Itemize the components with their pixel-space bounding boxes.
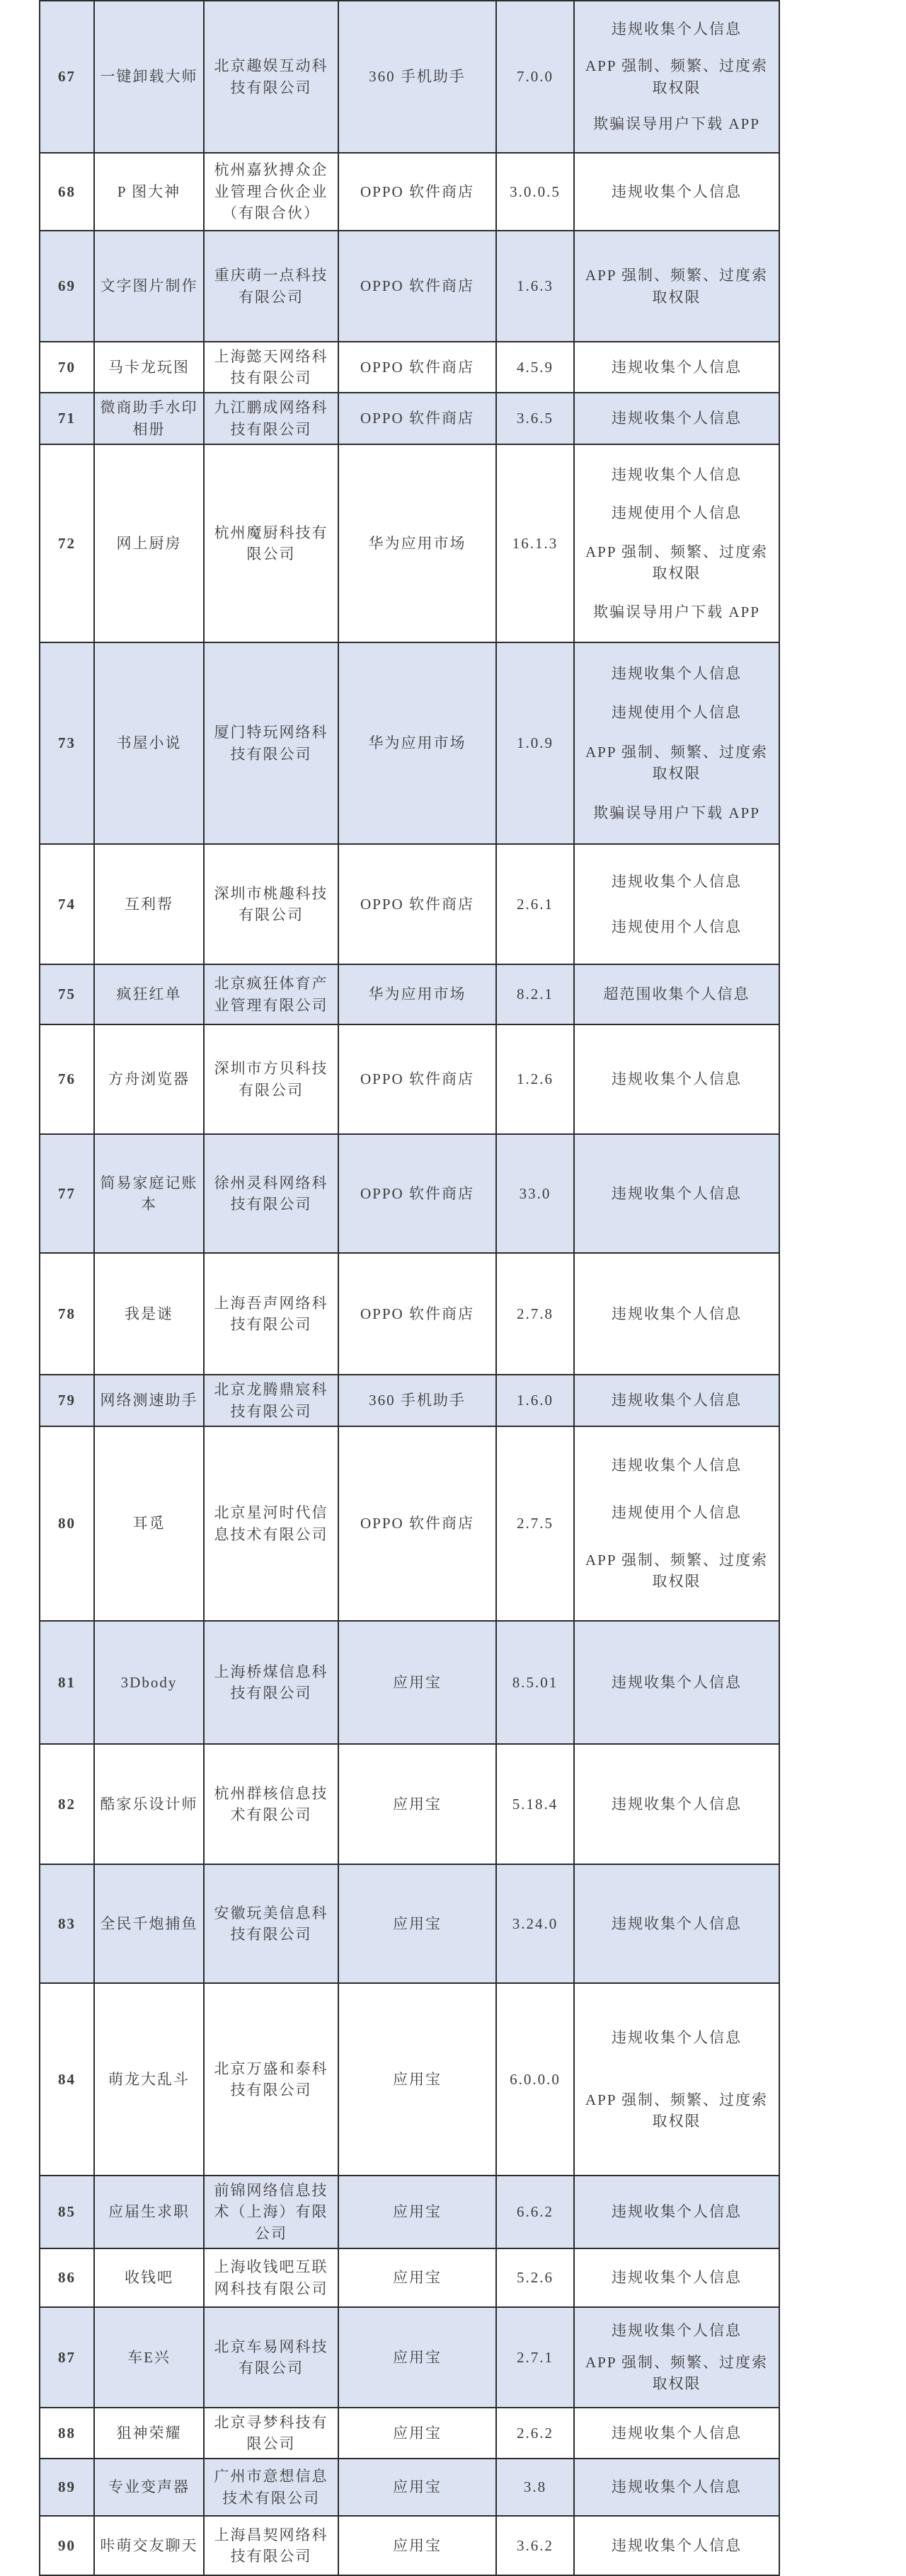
- table-row: [40, 1426, 779, 1621]
- issues-cell: [574, 1375, 779, 1426]
- store-cell: 360 手机助手: [338, 1375, 496, 1426]
- issues-cell: [574, 642, 779, 844]
- issues-list: [578, 2310, 776, 2405]
- company-cell: 北京龙腾鼎宸科技有限公司: [204, 1375, 338, 1426]
- company-cell: 北京趣娱互动科技有限公司: [204, 1, 338, 153]
- company-cell: 徐州灵科网络科技有限公司: [204, 1134, 338, 1253]
- issue-item: 违规收集个人信息: [612, 1305, 742, 1322]
- seq-cell: 73: [40, 642, 94, 844]
- version-cell: 33.0: [496, 1134, 574, 1253]
- version-cell: 2.7.8: [496, 1253, 574, 1375]
- issue-item: 违规收集个人信息: [612, 1457, 742, 1474]
- store-cell: 华为应用市场: [338, 642, 496, 844]
- app-name-cell: 3Dbody: [94, 1621, 204, 1744]
- company-cell: 北京星河时代信息技术有限公司: [204, 1426, 338, 1621]
- version-cell: 8.2.1: [496, 964, 574, 1024]
- issues-cell: [574, 153, 779, 231]
- seq-cell: 84: [40, 1983, 94, 2176]
- table-row: [40, 1134, 779, 1253]
- company-cell: 杭州群核信息技术有限公司: [204, 1744, 338, 1864]
- seq-cell: 90: [40, 2516, 94, 2575]
- violation-table-body: [40, 1, 779, 2575]
- company-cell: 深圳市方贝科技有限公司: [204, 1024, 338, 1134]
- issue-item: 违规收集个人信息: [612, 1673, 742, 1691]
- version-cell: 5.18.4: [496, 1744, 574, 1864]
- issue-item: 违规收集个人信息: [612, 1914, 742, 1932]
- issues-cell: [574, 231, 779, 342]
- seq-cell: 69: [40, 231, 94, 342]
- issues-list: [578, 1624, 776, 1741]
- app-name-cell: 狙神荣耀: [94, 2408, 204, 2459]
- table-row: [40, 1024, 779, 1134]
- issues-cell: [574, 2307, 779, 2408]
- version-cell: 1.2.6: [496, 1024, 574, 1134]
- table-row: [40, 1375, 779, 1426]
- version-cell: 3.8: [496, 2459, 574, 2516]
- table-row: [40, 1983, 779, 2176]
- issues-cell: [574, 1134, 779, 1253]
- seq-cell: 71: [40, 393, 94, 444]
- table-row: [40, 342, 779, 393]
- version-cell: 7.0.0: [496, 1, 574, 153]
- issues-list: [578, 2410, 776, 2456]
- version-cell: 2.6.2: [496, 2408, 574, 2459]
- table-row: [40, 1864, 779, 1983]
- app-name-cell: 马卡龙玩图: [94, 342, 204, 393]
- company-cell: 杭州嘉狄搏众企业管理合伙企业（有限合伙）: [204, 153, 338, 231]
- seq-cell: 87: [40, 2307, 94, 2408]
- issue-item: 违规收集个人信息: [612, 183, 742, 200]
- app-name-cell: 文字图片制作: [94, 231, 204, 342]
- company-cell: 上海昌契网络科技有限公司: [204, 2516, 338, 2575]
- issues-list: [578, 2461, 776, 2513]
- issue-item: 违规使用个人信息: [612, 1504, 742, 1522]
- issue-item: APP 强制、频繁、过度索取权限: [585, 1551, 768, 1590]
- seq-cell: 85: [40, 2176, 94, 2248]
- issue-item: APP 强制、频繁、过度索取权限: [585, 57, 768, 96]
- issues-cell: [574, 1253, 779, 1375]
- version-cell: 1.6.0: [496, 1375, 574, 1426]
- seq-cell: 88: [40, 2408, 94, 2459]
- issues-list: [578, 2178, 776, 2246]
- issue-item: 欺骗误导用户下载 APP: [593, 804, 760, 821]
- version-cell: 3.6.5: [496, 393, 574, 444]
- issues-list: [578, 1256, 776, 1372]
- store-cell: 应用宝: [338, 2176, 496, 2248]
- table-row: [40, 1, 779, 153]
- issue-item: 违规收集个人信息: [612, 2478, 742, 2496]
- issues-cell: [574, 2459, 779, 2516]
- issue-item: 违规收集个人信息: [612, 2028, 742, 2046]
- seq-cell: 77: [40, 1134, 94, 1253]
- issue-item: 违规收集个人信息: [612, 664, 742, 682]
- app-name-cell: 耳觅: [94, 1426, 204, 1621]
- app-name-cell: 专业变声器: [94, 2459, 204, 2516]
- seq-cell: 75: [40, 964, 94, 1024]
- issues-list: [578, 447, 776, 640]
- app-name-cell: 应届生求职: [94, 2176, 204, 2248]
- app-name-cell: 全民千炮捕鱼: [94, 1864, 204, 1983]
- store-cell: OPPO 软件商店: [338, 231, 496, 342]
- issues-list: [578, 1986, 776, 2173]
- issues-list: [578, 345, 776, 390]
- seq-cell: 80: [40, 1426, 94, 1621]
- seq-cell: 70: [40, 342, 94, 393]
- version-cell: 8.5.01: [496, 1621, 574, 1744]
- table-row: [40, 153, 779, 231]
- issue-item: 违规收集个人信息: [612, 466, 742, 483]
- company-cell: 厦门特玩网络科技有限公司: [204, 642, 338, 844]
- issue-item: 违规收集个人信息: [612, 358, 742, 376]
- issues-list: [578, 645, 776, 841]
- app-name-cell: 咔萌交友聊天: [94, 2516, 204, 2575]
- issue-item: 违规收集个人信息: [612, 410, 742, 427]
- store-cell: 华为应用市场: [338, 964, 496, 1024]
- table-row: [40, 642, 779, 844]
- app-name-cell: P 图大神: [94, 153, 204, 231]
- issues-list: [578, 2251, 776, 2304]
- issues-list: [578, 395, 776, 441]
- company-cell: 上海收钱吧互联网科技有限公司: [204, 2248, 338, 2307]
- store-cell: 应用宝: [338, 2307, 496, 2408]
- issues-cell: [574, 1621, 779, 1744]
- issue-item: 违规收集个人信息: [612, 2536, 742, 2554]
- version-cell: 2.7.5: [496, 1426, 574, 1621]
- version-cell: 1.6.3: [496, 231, 574, 342]
- seq-cell: 81: [40, 1621, 94, 1744]
- company-cell: 杭州魔厨科技有限公司: [204, 444, 338, 642]
- table-row: [40, 2408, 779, 2459]
- issues-list: [578, 847, 776, 961]
- issues-list: [578, 1747, 776, 1861]
- seq-cell: 76: [40, 1024, 94, 1134]
- issue-item: 违规使用个人信息: [612, 704, 742, 722]
- seq-cell: 79: [40, 1375, 94, 1426]
- issues-list: [578, 1027, 776, 1131]
- store-cell: OPPO 软件商店: [338, 844, 496, 964]
- issue-item: 违规使用个人信息: [612, 918, 742, 935]
- issue-item: APP 强制、频繁、过度索取权限: [585, 267, 768, 306]
- issue-item: APP 强制、频繁、过度索取权限: [585, 743, 768, 782]
- issue-item: APP 强制、频繁、过度索取权限: [585, 2091, 768, 2130]
- store-cell: 应用宝: [338, 1983, 496, 2176]
- company-cell: 北京万盛和泰科技有限公司: [204, 1983, 338, 2176]
- table-row: [40, 231, 779, 342]
- issues-list: [578, 1137, 776, 1250]
- table-row: [40, 844, 779, 964]
- store-cell: OPPO 软件商店: [338, 1024, 496, 1134]
- issue-item: 违规收集个人信息: [612, 1070, 742, 1088]
- version-cell: 1.0.9: [496, 642, 574, 844]
- company-cell: 深圳市桃趣科技有限公司: [204, 844, 338, 964]
- issues-cell: [574, 1744, 779, 1864]
- issues-list: [578, 1429, 776, 1618]
- seq-cell: 89: [40, 2459, 94, 2516]
- store-cell: 应用宝: [338, 2516, 496, 2575]
- issues-list: [578, 1377, 776, 1423]
- store-cell: 应用宝: [338, 1744, 496, 1864]
- version-cell: 3.24.0: [496, 1864, 574, 1983]
- store-cell: 应用宝: [338, 2459, 496, 2516]
- issue-item: 违规收集个人信息: [612, 872, 742, 890]
- app-name-cell: 萌龙大乱斗: [94, 1983, 204, 2176]
- store-cell: 360 手机助手: [338, 1, 496, 153]
- store-cell: 应用宝: [338, 1864, 496, 1983]
- issues-list: [578, 233, 776, 339]
- company-cell: 北京寻梦科技有限公司: [204, 2408, 338, 2459]
- issue-item: 欺骗误导用户下载 APP: [593, 115, 760, 133]
- company-cell: 安徽玩美信息科技有限公司: [204, 1864, 338, 1983]
- store-cell: 应用宝: [338, 1621, 496, 1744]
- table-row: [40, 1253, 779, 1375]
- version-cell: 16.1.3: [496, 444, 574, 642]
- issue-item: 违规收集个人信息: [612, 2424, 742, 2442]
- app-name-cell: 酷家乐设计师: [94, 1744, 204, 1864]
- issues-cell: [574, 1426, 779, 1621]
- store-cell: 应用宝: [338, 2248, 496, 2307]
- store-cell: OPPO 软件商店: [338, 1426, 496, 1621]
- issue-item: 违规使用个人信息: [612, 504, 742, 522]
- issues-cell: [574, 2248, 779, 2307]
- issue-item: 欺骗误导用户下载 APP: [593, 603, 760, 620]
- seq-cell: 74: [40, 844, 94, 964]
- app-name-cell: 车E兴: [94, 2307, 204, 2408]
- issue-item: 违规收集个人信息: [612, 2322, 742, 2340]
- company-cell: 重庆萌一点科技有限公司: [204, 231, 338, 342]
- issues-cell: [574, 1864, 779, 1983]
- issue-item: 违规收集个人信息: [612, 1184, 742, 1202]
- seq-cell: 86: [40, 2248, 94, 2307]
- company-cell: 北京疯狂体育产业管理有限公司: [204, 964, 338, 1024]
- seq-cell: 82: [40, 1744, 94, 1864]
- issues-cell: [574, 2176, 779, 2248]
- store-cell: OPPO 软件商店: [338, 342, 496, 393]
- company-cell: 上海桥煤信息科技有限公司: [204, 1621, 338, 1744]
- table-row: [40, 2176, 779, 2248]
- issues-cell: [574, 964, 779, 1024]
- app-name-cell: 疯狂红单: [94, 964, 204, 1024]
- issues-list: [578, 1867, 776, 1980]
- app-name-cell: 网上厨房: [94, 444, 204, 642]
- store-cell: 应用宝: [338, 2408, 496, 2459]
- company-cell: 上海懿天网络科技有限公司: [204, 342, 338, 393]
- issues-list: [578, 4, 776, 150]
- table-row: [40, 1744, 779, 1864]
- table-row: [40, 2459, 779, 2516]
- app-name-cell: 微商助手水印相册: [94, 393, 204, 444]
- issues-cell: [574, 1983, 779, 2176]
- seq-cell: 78: [40, 1253, 94, 1375]
- app-name-cell: 一键卸载大师: [94, 1, 204, 153]
- company-cell: 前锦网络信息技术（上海）有限公司: [204, 2176, 338, 2248]
- issues-cell: [574, 444, 779, 642]
- store-cell: OPPO 软件商店: [338, 153, 496, 231]
- issue-item: 超范围收集个人信息: [603, 986, 750, 1003]
- version-cell: 2.7.1: [496, 2307, 574, 2408]
- issue-item: 违规收集个人信息: [612, 1795, 742, 1813]
- issue-item: 违规收集个人信息: [612, 1392, 742, 1409]
- seq-cell: 67: [40, 1, 94, 153]
- table-row: [40, 2516, 779, 2575]
- issue-item: APP 强制、频繁、过度索取权限: [585, 2353, 768, 2393]
- table-row: [40, 393, 779, 444]
- version-cell: 2.6.1: [496, 844, 574, 964]
- version-cell: 3.6.2: [496, 2516, 574, 2575]
- app-name-cell: 方舟浏览器: [94, 1024, 204, 1134]
- issues-cell: [574, 393, 779, 444]
- issue-item: APP 强制、频繁、过度索取权限: [585, 543, 768, 582]
- issue-item: 违规收集个人信息: [612, 2269, 742, 2287]
- store-cell: OPPO 软件商店: [338, 1253, 496, 1375]
- company-cell: 广州市意想信息技术有限公司: [204, 2459, 338, 2516]
- table-row: [40, 2307, 779, 2408]
- version-cell: 6.6.2: [496, 2176, 574, 2248]
- app-name-cell: 互利帮: [94, 844, 204, 964]
- seq-cell: 68: [40, 153, 94, 231]
- issues-cell: [574, 342, 779, 393]
- company-cell: 北京车易网科技有限公司: [204, 2307, 338, 2408]
- table-row: [40, 1621, 779, 1744]
- version-cell: 4.5.9: [496, 342, 574, 393]
- version-cell: 3.0.0.5: [496, 153, 574, 231]
- app-name-cell: 收钱吧: [94, 2248, 204, 2307]
- version-cell: 6.0.0.0: [496, 1983, 574, 2176]
- app-name-cell: 书屋小说: [94, 642, 204, 844]
- issues-cell: [574, 844, 779, 964]
- app-name-cell: 简易家庭记账本: [94, 1134, 204, 1253]
- issues-cell: [574, 1, 779, 153]
- table-row: [40, 444, 779, 642]
- issues-cell: [574, 1024, 779, 1134]
- violation-table: [39, 0, 780, 2576]
- seq-cell: 72: [40, 444, 94, 642]
- store-cell: OPPO 软件商店: [338, 1134, 496, 1253]
- app-name-cell: 网络测速助手: [94, 1375, 204, 1426]
- issues-cell: [574, 2516, 779, 2575]
- version-cell: 5.2.6: [496, 2248, 574, 2307]
- issues-list: [578, 967, 776, 1022]
- company-cell: 上海吾声网络科技有限公司: [204, 1253, 338, 1375]
- issues-list: [578, 156, 776, 228]
- table-row: [40, 2248, 779, 2307]
- app-name-cell: 我是谜: [94, 1253, 204, 1375]
- company-cell: 九江鹏成网络科技有限公司: [204, 393, 338, 444]
- issue-item: 违规收集个人信息: [612, 21, 742, 38]
- seq-cell: 83: [40, 1864, 94, 1983]
- table-row: [40, 964, 779, 1024]
- store-cell: 华为应用市场: [338, 444, 496, 642]
- issue-item: 违规收集个人信息: [612, 2203, 742, 2221]
- issues-cell: [574, 2408, 779, 2459]
- store-cell: OPPO 软件商店: [338, 393, 496, 444]
- issues-list: [578, 2519, 776, 2572]
